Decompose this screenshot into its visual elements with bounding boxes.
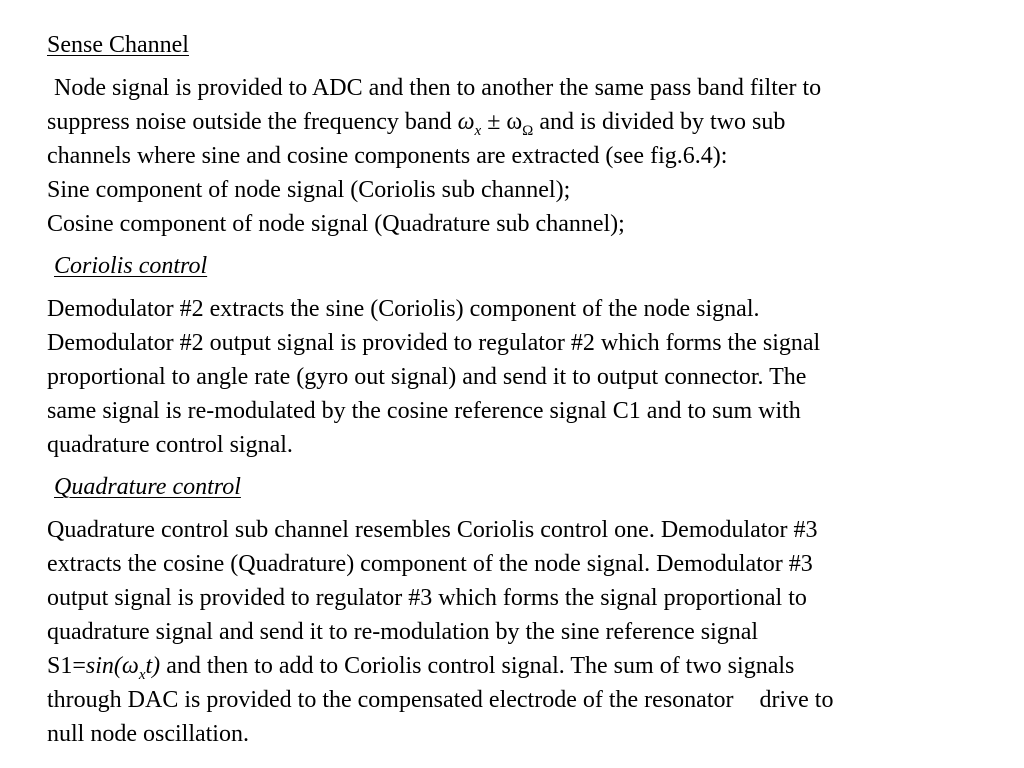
quadrature-line-3: output signal is provided to regulator #3 which forms the signal proportional to	[47, 585, 807, 611]
subscript-x: x	[474, 123, 482, 139]
quadrature-line-7: null node oscillation.	[47, 721, 249, 747]
formula-sin: sin(	[85, 653, 122, 679]
sense-line-5: Cosine component of node signal (Quadrature sub channel);	[47, 211, 625, 237]
quadrature-line-4: quadrature signal and send it to re-modulation by the sine reference signal	[47, 619, 759, 645]
quadrature-paragraph	[47, 513, 997, 751]
document-page	[47, 28, 997, 751]
sense-line-4: Sine component of node signal (Coriolis sub channel);	[47, 177, 571, 203]
sense-channel-heading: Sense Channel	[47, 32, 189, 58]
coriolis-line-4: same signal is re-modulated by the cosine reference signal C1 and to sum with	[47, 398, 801, 424]
omega-symbol: ω	[457, 109, 475, 135]
coriolis-line-1: Demodulator #2 extracts the sine (Coriolis) component of the node signal.	[47, 296, 760, 322]
coriolis-line-2: Demodulator #2 output signal is provided to regulator #2 which forms the signal	[47, 330, 821, 356]
coriolis-paragraph	[47, 292, 997, 462]
coriolis-line-3: proportional to angle rate (gyro out signal) and send it to output connector. The	[47, 364, 807, 390]
quadrature-line-2: extracts the cosine (Quadrature) component of the node signal. Demodulator #3	[47, 551, 813, 577]
subscript-omega: Ω	[522, 123, 534, 139]
quadrature-line-5: $S1=\sin(\omega_xt)$ and then to add to Coriolis control signal. The sum of two signals	[47, 653, 795, 683]
sense-line-3: channels where sine and cosine components are extracted (see fig.6.4):	[47, 143, 728, 169]
section-quadrature-control	[47, 470, 997, 751]
formula-t: t)	[145, 653, 161, 679]
subscript-x: x	[138, 667, 146, 683]
quadrature-line-1: Quadrature control sub channel resembles Coriolis control one. Demodulator #3	[47, 517, 818, 543]
section-coriolis-control	[47, 249, 997, 462]
quadrature-control-heading: Quadrature control	[54, 474, 241, 500]
sense-line-1: Node signal is provided to ADC and then to another the same pass band filter to	[54, 75, 822, 101]
omega-symbol: ω	[121, 653, 139, 679]
section-sense-channel	[47, 28, 997, 241]
coriolis-line-5: quadrature control signal.	[47, 432, 293, 458]
coriolis-control-heading: Coriolis control	[54, 253, 208, 279]
sense-line-2: suppress noise outside the frequency band $\omega_x \pm \omega_\Omega$ and is divided by two sub	[47, 109, 786, 139]
sense-channel-paragraph	[47, 71, 997, 241]
quadrature-line-6: through DAC is provided to the compensated electrode of the resonator drive to	[47, 687, 834, 713]
